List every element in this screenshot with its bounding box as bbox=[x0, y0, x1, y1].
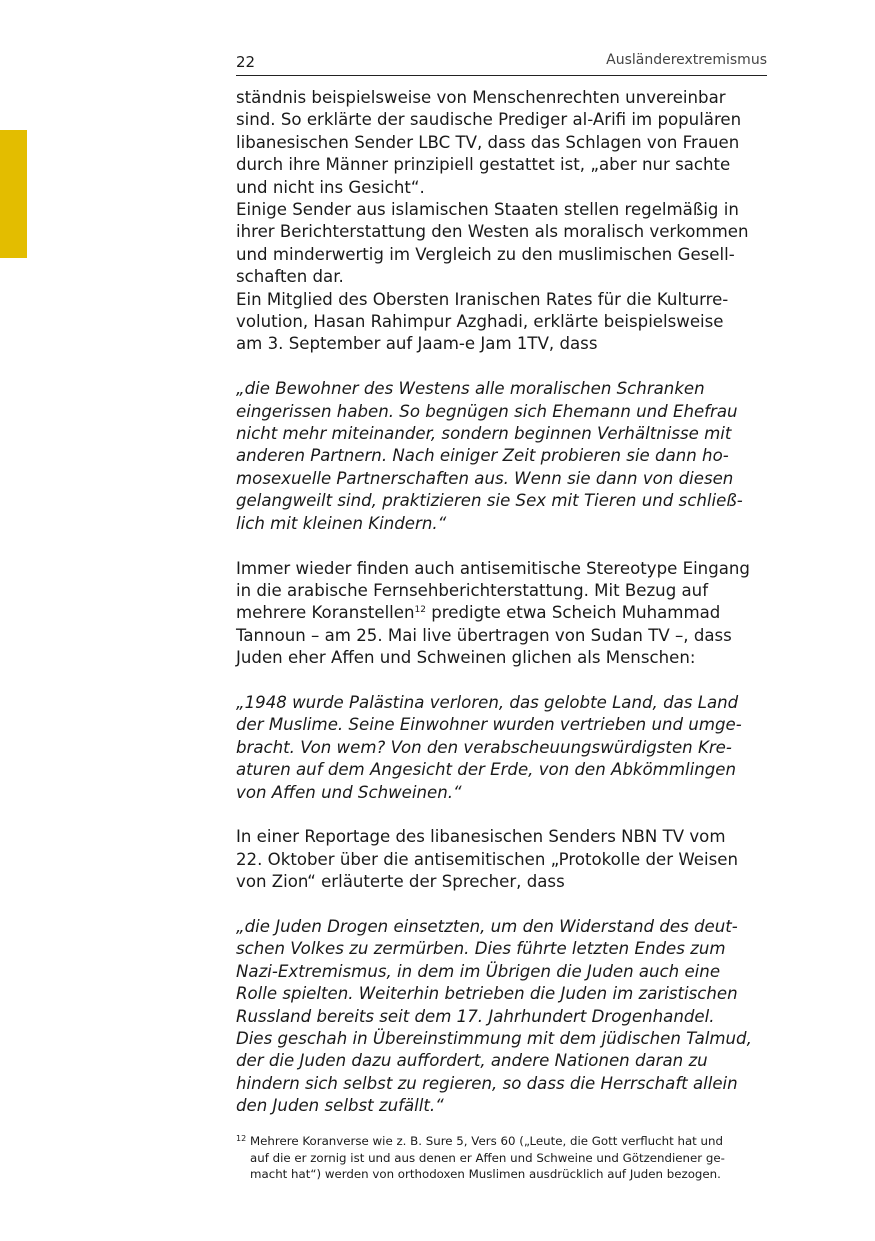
text-line: am 3. September auf Jaam-e Jam 1TV, dass bbox=[236, 334, 598, 354]
text-line: ihrer Berichterstattung den Westen als moralisch verkommen bbox=[236, 222, 749, 242]
quote-line: anderen Partnern. Nach einiger Zeit probieren sie dann ho- bbox=[236, 446, 729, 466]
footnote-line: Mehrere Koranverse wie z. B. Sure 5, Vers 60 („Leute, die Gott verflucht hat und bbox=[250, 1134, 723, 1148]
quote-line: „1948 wurde Palästina verloren, das gelobte Land, das Land bbox=[236, 692, 739, 712]
paragraph-1 bbox=[236, 87, 767, 199]
text-line: und nicht ins Gesicht“. bbox=[236, 177, 425, 197]
quote-line: hindern sich selbst zu regieren, so dass die Herrschaft allein bbox=[236, 1073, 738, 1093]
footnote-line: macht hat“) werden von orthodoxen Muslimen ausdrücklich auf Juden bezogen. bbox=[250, 1167, 721, 1181]
quote-3 bbox=[236, 916, 767, 1118]
quote-line: der Muslime. Seine Einwohner wurden vertrieben und umge- bbox=[236, 715, 742, 735]
paragraph-5 bbox=[236, 826, 767, 893]
text-line: und minderwertig im Vergleich zu den muslimischen Gesell- bbox=[236, 244, 735, 264]
text-line bbox=[236, 602, 767, 624]
quote-line: mosexuelle Partnerschaften aus. Wenn sie dann von diesen bbox=[236, 468, 734, 488]
quote-line: bracht. Von wem? Von den verabscheuungswürdigsten Kre- bbox=[236, 737, 732, 757]
text-line: sind. So erklärte der saudische Prediger al-Arifi im populären bbox=[236, 110, 742, 130]
page-number: 22 bbox=[236, 53, 256, 71]
quote-line: gelangweilt sind, praktizieren sie Sex mit Tieren und schließ- bbox=[236, 491, 743, 511]
quote-2 bbox=[236, 692, 767, 804]
quote-line: „die Juden Drogen einsetzten, um den Widerstand des deut- bbox=[236, 916, 738, 936]
paragraph-4 bbox=[236, 558, 767, 670]
quote-1 bbox=[236, 378, 767, 535]
text-line: In einer Reportage des libanesischen Senders NBN TV vom bbox=[236, 827, 726, 847]
paragraph-spacer bbox=[236, 535, 767, 557]
text-line: schaften dar. bbox=[236, 267, 344, 287]
footnote-reference: 12 bbox=[414, 605, 426, 616]
text-line: von Zion“ erläuterte der Sprecher, dass bbox=[236, 872, 565, 892]
footnote-text bbox=[250, 1133, 767, 1183]
text-line: Ein Mitglied des Obersten Iranischen Rates für die Kulturre- bbox=[236, 289, 729, 309]
text-line: Immer wieder finden auch antisemitische Stereotype Eingang bbox=[236, 558, 750, 578]
quote-line: schen Volkes zu zermürben. Dies führte letzten Endes zum bbox=[236, 939, 726, 959]
quote-line: nicht mehr miteinander, sondern beginnen Verhältnisse mit bbox=[236, 424, 732, 444]
quote-line: der die Juden dazu auffordert, andere Nationen daran zu bbox=[236, 1051, 708, 1071]
paragraph-spacer bbox=[236, 894, 767, 916]
text-line: ständnis beispielsweise von Menschenrechten unvereinbar bbox=[236, 88, 726, 107]
quote-line: den Juden selbst zufällt.“ bbox=[236, 1096, 444, 1116]
quote-line: Nazi-Extremismus, in dem im Übrigen die Juden auch eine bbox=[236, 961, 721, 981]
text-line: Juden eher Affen und Schweinen glichen als Menschen: bbox=[236, 648, 696, 668]
quote-line: lich mit kleinen Kindern.“ bbox=[236, 513, 447, 533]
main-text bbox=[236, 87, 767, 1118]
text-line: 22. Oktober über die antisemitischen „Protokolle der Weisen bbox=[236, 849, 738, 869]
paragraph-spacer bbox=[236, 356, 767, 378]
running-title: Ausländerextremismus bbox=[606, 52, 767, 68]
quote-line: aturen auf dem Angesicht der Erde, von den Abkömmlingen bbox=[236, 760, 736, 780]
quote-line: von Affen und Schweinen.“ bbox=[236, 782, 462, 802]
text-line: Tannoun – am 25. Mai live übertragen von Sudan TV –, dass bbox=[236, 625, 732, 645]
quote-line: „die Bewohner des Westens alle moralischen Schranken bbox=[236, 379, 705, 399]
text-line: libanesischen Sender LBC TV, dass das Schlagen von Frauen bbox=[236, 132, 740, 152]
paragraph-3 bbox=[236, 289, 767, 356]
quote-line: Rolle spielten. Weiterhin betrieben die Juden im zaristischen bbox=[236, 984, 738, 1004]
paragraph-spacer bbox=[236, 670, 767, 692]
quote-line: Russland bereits seit dem 17. Jahrhundert Drogenhandel. bbox=[236, 1006, 715, 1026]
text-line: durch ihre Männer prinzipiell gestattet ist, „aber nur sachte bbox=[236, 155, 731, 175]
text-line: volution, Hasan Rahimpur Azghadi, erklärte beispielsweise bbox=[236, 312, 724, 332]
text-line: in die arabische Fernsehberichterstattung. Mit Bezug auf bbox=[236, 580, 709, 600]
footnote bbox=[236, 1133, 767, 1183]
footnote-number: 12 bbox=[236, 1134, 247, 1143]
text-fragment: predigte etwa Scheich Muhammad bbox=[425, 603, 721, 623]
paragraph-2 bbox=[236, 199, 767, 289]
text-line: Einige Sender aus islamischen Staaten stellen regelmäßig in bbox=[236, 200, 739, 220]
chapter-marker-tab bbox=[0, 130, 27, 258]
paragraph-spacer bbox=[236, 804, 767, 826]
quote-line: eingerissen haben. So begnügen sich Ehemann und Ehefrau bbox=[236, 401, 738, 421]
text-fragment: mehrere Koranstellen bbox=[236, 603, 415, 623]
page-header bbox=[236, 50, 767, 76]
footnote-line: auf die er zornig ist und aus denen er Affen und Schweine und Götzendiener ge- bbox=[250, 1150, 725, 1165]
quote-line: Dies geschah in Übereinstimmung mit dem jüdischen Talmud, bbox=[236, 1028, 752, 1048]
